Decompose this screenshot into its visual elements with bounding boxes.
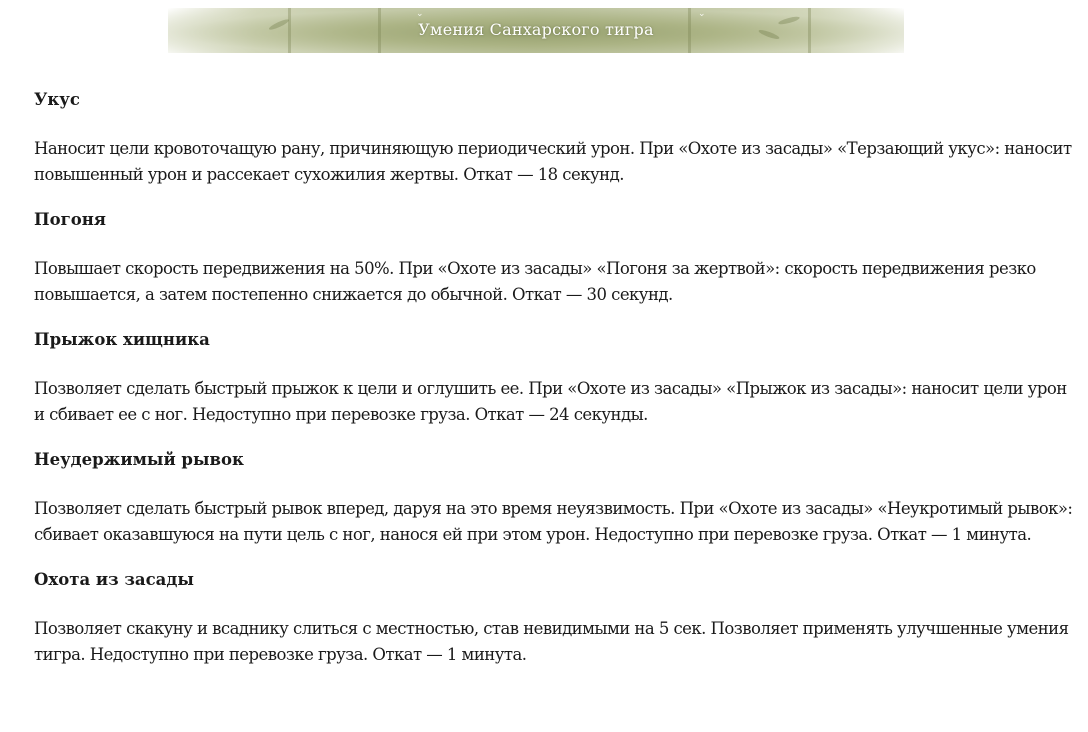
ornament-icon: ⌄ xyxy=(416,9,424,19)
skill-description: Повышает скорость передвижения на 50%. При «Охоте из засады» «Погоня за жертвой»: скорость передвижения резко повышается, а затем постепенно снижается до обычной. Откат — 30 секунд. xyxy=(34,259,1036,304)
skill-section xyxy=(34,328,1074,428)
ornament-icon: ⌄ xyxy=(698,9,706,19)
page-title: Умения Санхарского тигра xyxy=(418,20,654,39)
skills-list xyxy=(34,88,1074,688)
skill-title: Охота из засады xyxy=(34,570,194,589)
skill-description: Наносит цели кровоточащую рану, причиняющую периодический урон. При «Охоте из засады» «Терзающий укус»: наносит повышенный урон и рассекает сухожилия жертвы. Откат — 18 секунд. xyxy=(34,139,1072,184)
skill-section xyxy=(34,208,1074,308)
skill-section xyxy=(34,568,1074,668)
skill-title: Неудержимый рывок xyxy=(34,450,244,469)
skill-description: Позволяет сделать быстрый прыжок к цели и оглушить ее. При «Охоте из засады» «Прыжок из засады»: наносит цели урон и сбивает ее с ног. Недоступно при перевозке груза. Откат — 24 секунды. xyxy=(34,379,1067,424)
skill-section xyxy=(34,88,1074,188)
skill-title: Погоня xyxy=(34,210,106,229)
skill-title: Укус xyxy=(34,90,80,109)
header-banner xyxy=(168,8,904,53)
skill-title: Прыжок хищника xyxy=(34,330,210,349)
skill-description: Позволяет скакуну и всаднику слиться с местностью, став невидимыми на 5 сек. Позволяет применять улучшенные умения тигра. Недоступно при перевозке груза. Откат — 1 минута. xyxy=(34,619,1069,664)
skill-section xyxy=(34,448,1074,548)
skill-description: Позволяет сделать быстрый рывок вперед, даруя на это время неуязвимость. При «Охоте из засады» «Неукротимый рывок»: сбивает оказавшуюся на пути цель с ног, нанося ей при этом урон. Недоступно при перевозке груза. Откат — 1 минута. xyxy=(34,499,1073,544)
